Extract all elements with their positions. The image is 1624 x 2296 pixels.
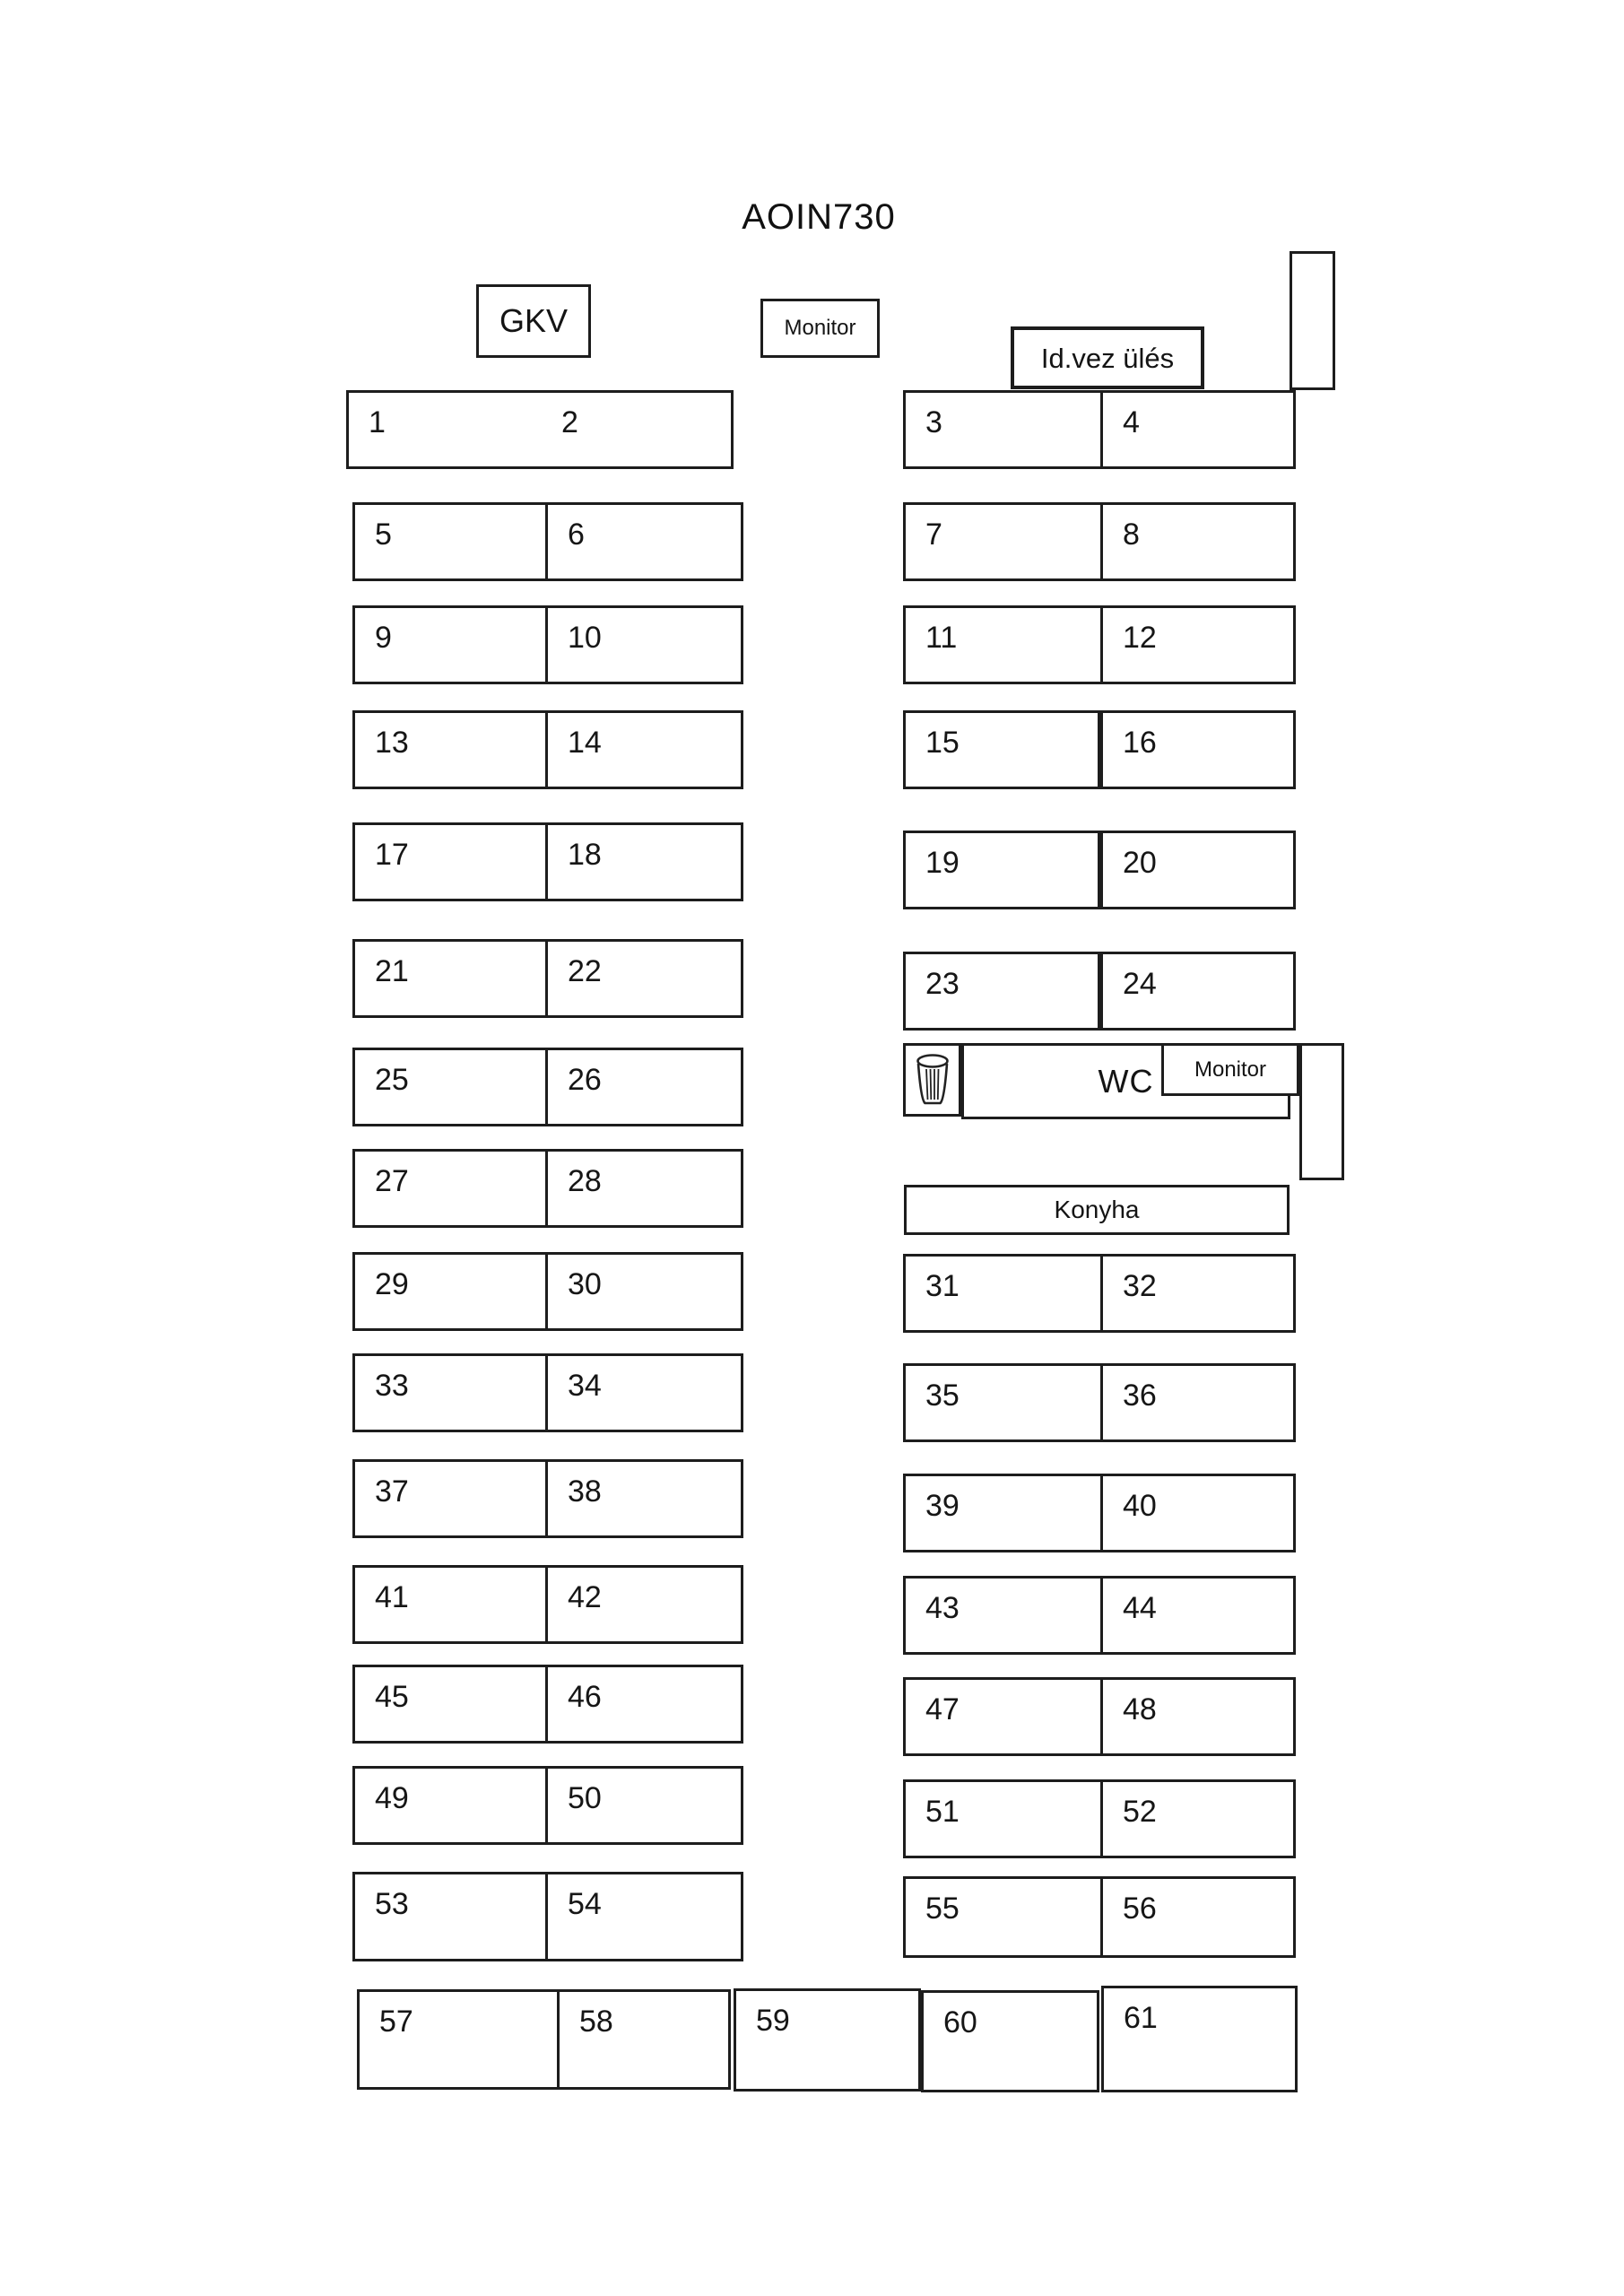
- seat-20: [1103, 833, 1293, 907]
- seat-number: 60: [943, 2005, 977, 2039]
- seat-number: 18: [568, 838, 602, 872]
- seat-37: [355, 1462, 548, 1535]
- desk-row-39-40: [903, 1474, 1296, 1552]
- seat-number: 48: [1123, 1692, 1157, 1726]
- desk-row-45-46: [352, 1665, 743, 1744]
- seat-number: 52: [1123, 1795, 1157, 1829]
- cabinet-top-right: [1290, 251, 1335, 390]
- seat-29: [355, 1255, 548, 1328]
- seat-number: 50: [568, 1781, 602, 1815]
- desk-row-19-20: [903, 831, 1296, 909]
- seat-47: [906, 1680, 1103, 1753]
- seat-9: [355, 608, 548, 682]
- seat-number: 47: [925, 1692, 960, 1726]
- seat-number: 51: [925, 1795, 960, 1829]
- seat-number: 28: [568, 1164, 602, 1198]
- seat-number: 22: [568, 954, 602, 988]
- seat-number: 55: [925, 1892, 960, 1926]
- seat-11: [906, 608, 1103, 682]
- seat-number: 43: [925, 1591, 960, 1625]
- seat-number: 27: [375, 1164, 409, 1198]
- room-konyha: [904, 1185, 1290, 1235]
- seat-number: 54: [568, 1887, 602, 1921]
- seat-26: [548, 1050, 741, 1124]
- seat-59: [734, 1988, 921, 2092]
- page-title: AOIN730: [742, 197, 896, 237]
- desk-row-31-32: [903, 1254, 1296, 1333]
- room-idvez-ules-label: Id.vez ülés: [1040, 342, 1175, 374]
- desk-row-57-58: [357, 1989, 731, 2090]
- trash-can-icon: [914, 1052, 951, 1108]
- seat-5: [355, 505, 548, 578]
- seat-number: 56: [1123, 1892, 1157, 1926]
- seat-number: 9: [375, 621, 392, 655]
- seat-36: [1103, 1366, 1293, 1439]
- seat-52: [1103, 1782, 1293, 1856]
- seat-46: [548, 1667, 741, 1741]
- seat-21: [355, 942, 548, 1015]
- seat-16: [1103, 713, 1293, 787]
- seat-61: [1101, 1986, 1298, 2092]
- seat-55: [906, 1879, 1103, 1955]
- seat-28: [548, 1152, 741, 1225]
- seat-43: [906, 1578, 1103, 1652]
- desk-row-49-50: [352, 1766, 743, 1845]
- seat-24: [1103, 954, 1293, 1028]
- seat-13: [355, 713, 548, 787]
- seat-number: 5: [375, 517, 392, 552]
- seat-number: 17: [375, 838, 409, 872]
- room-gkv-label: GKV: [499, 302, 569, 339]
- desk-row-9-10: [352, 605, 743, 684]
- seat-number: 12: [1123, 621, 1157, 655]
- seat-number: 49: [375, 1781, 409, 1815]
- seat-56: [1103, 1879, 1293, 1955]
- seat-number: 46: [568, 1680, 602, 1714]
- seat-number: 26: [568, 1063, 602, 1097]
- room-konyha-label: Konyha: [1054, 1196, 1140, 1223]
- desk-row-7-8: [903, 502, 1296, 581]
- desk-row-33-34: [352, 1353, 743, 1432]
- seat-number: 57: [379, 2005, 413, 2039]
- monitor-wc-label: Monitor: [1194, 1057, 1267, 1082]
- desk-row-43-44: [903, 1576, 1296, 1655]
- room-idvez-ules: [1011, 326, 1204, 389]
- desk-row-53-54: [352, 1872, 743, 1961]
- monitor-top-label: Monitor: [784, 316, 856, 340]
- seat-1: [349, 393, 542, 466]
- desk-row-13-14: [352, 710, 743, 789]
- seat-17: [355, 825, 548, 899]
- seat-2: [542, 393, 731, 466]
- room-wc-label: WC: [1098, 1062, 1154, 1100]
- desk-row-23-24: [903, 952, 1296, 1031]
- seat-60: [921, 1990, 1099, 2092]
- seat-number: 13: [375, 726, 409, 760]
- seat-number: 35: [925, 1378, 960, 1413]
- seat-number: 23: [925, 967, 960, 1001]
- seat-44: [1103, 1578, 1293, 1652]
- seat-23: [906, 954, 1103, 1028]
- seat-41: [355, 1568, 548, 1641]
- seat-number: 58: [579, 2005, 613, 2039]
- seat-54: [548, 1874, 741, 1959]
- seat-number: 45: [375, 1680, 409, 1714]
- seat-39: [906, 1476, 1103, 1550]
- seat-number: 11: [925, 621, 958, 655]
- desk-row-47-48: [903, 1677, 1296, 1756]
- seat-7: [906, 505, 1103, 578]
- room-gkv: [476, 284, 591, 358]
- seat-number: 40: [1123, 1489, 1157, 1523]
- desk-row-5-6: [352, 502, 743, 581]
- seat-number: 4: [1123, 405, 1140, 439]
- seat-number: 34: [568, 1369, 602, 1403]
- desk-row-11-12: [903, 605, 1296, 684]
- seat-48: [1103, 1680, 1293, 1753]
- seat-31: [906, 1257, 1103, 1330]
- seat-number: 31: [925, 1269, 960, 1303]
- seat-25: [355, 1050, 548, 1124]
- seat-3: [906, 393, 1103, 466]
- desk-row-55-56: [903, 1876, 1296, 1958]
- desk-row-29-30: [352, 1252, 743, 1331]
- seat-number: 25: [375, 1063, 409, 1097]
- seat-40: [1103, 1476, 1293, 1550]
- monitor-wc: [1161, 1043, 1299, 1096]
- desk-row-27-28: [352, 1149, 743, 1228]
- seat-number: 7: [925, 517, 942, 552]
- desk-row-15-16: [903, 710, 1296, 789]
- desk-row-25-26: [352, 1048, 743, 1126]
- seat-number: 37: [375, 1474, 409, 1509]
- seat-number: 42: [568, 1580, 602, 1614]
- seat-58: [560, 1992, 728, 2087]
- monitor-top: [760, 299, 880, 358]
- desk-row-41-42: [352, 1565, 743, 1644]
- seat-27: [355, 1152, 548, 1225]
- seat-22: [548, 942, 741, 1015]
- seat-4: [1103, 393, 1293, 466]
- desk-row-17-18: [352, 822, 743, 901]
- desk-row-37-38: [352, 1459, 743, 1538]
- seat-32: [1103, 1257, 1293, 1330]
- seat-number: 33: [375, 1369, 409, 1403]
- seat-number: 6: [568, 517, 585, 552]
- seat-33: [355, 1356, 548, 1430]
- seat-number: 59: [756, 2004, 790, 2038]
- seat-number: 30: [568, 1267, 602, 1301]
- seat-number: 53: [375, 1887, 409, 1921]
- seat-51: [906, 1782, 1103, 1856]
- seat-12: [1103, 608, 1293, 682]
- seat-number: 10: [568, 621, 602, 655]
- seat-number: 19: [925, 846, 960, 880]
- seat-number: 24: [1123, 967, 1157, 1001]
- seat-number: 32: [1123, 1269, 1157, 1303]
- seat-number: 44: [1123, 1591, 1157, 1625]
- desk-row-21-22: [352, 939, 743, 1018]
- seat-number: 8: [1123, 517, 1140, 552]
- desk-row-51-52: [903, 1779, 1296, 1858]
- desk-row-3-4: [903, 390, 1296, 469]
- seat-number: 16: [1123, 726, 1157, 760]
- seat-number: 61: [1124, 2001, 1158, 2035]
- seat-number: 20: [1123, 846, 1157, 880]
- seat-number: 36: [1123, 1378, 1157, 1413]
- seat-number: 41: [375, 1580, 409, 1614]
- seat-14: [548, 713, 741, 787]
- desk-row-35-36: [903, 1363, 1296, 1442]
- desk-row-1-2: [346, 390, 734, 469]
- seat-8: [1103, 505, 1293, 578]
- cabinet-wc-right: [1299, 1043, 1344, 1180]
- seat-53: [355, 1874, 548, 1959]
- seat-number: 14: [568, 726, 602, 760]
- seat-number: 1: [369, 405, 386, 439]
- seat-6: [548, 505, 741, 578]
- seat-number: 29: [375, 1267, 409, 1301]
- seat-number: 2: [561, 405, 578, 439]
- seat-34: [548, 1356, 741, 1430]
- seat-49: [355, 1769, 548, 1842]
- seat-50: [548, 1769, 741, 1842]
- seat-number: 38: [568, 1474, 602, 1509]
- seat-number: 21: [375, 954, 409, 988]
- seat-38: [548, 1462, 741, 1535]
- seat-15: [906, 713, 1103, 787]
- seat-number: 15: [925, 726, 960, 760]
- trash-area: [903, 1043, 961, 1117]
- seat-30: [548, 1255, 741, 1328]
- seat-18: [548, 825, 741, 899]
- seat-10: [548, 608, 741, 682]
- seat-number: 39: [925, 1489, 960, 1523]
- seat-35: [906, 1366, 1103, 1439]
- seat-57: [360, 1992, 560, 2087]
- seat-19: [906, 833, 1103, 907]
- seat-number: 3: [925, 405, 942, 439]
- seat-42: [548, 1568, 741, 1641]
- seat-45: [355, 1667, 548, 1741]
